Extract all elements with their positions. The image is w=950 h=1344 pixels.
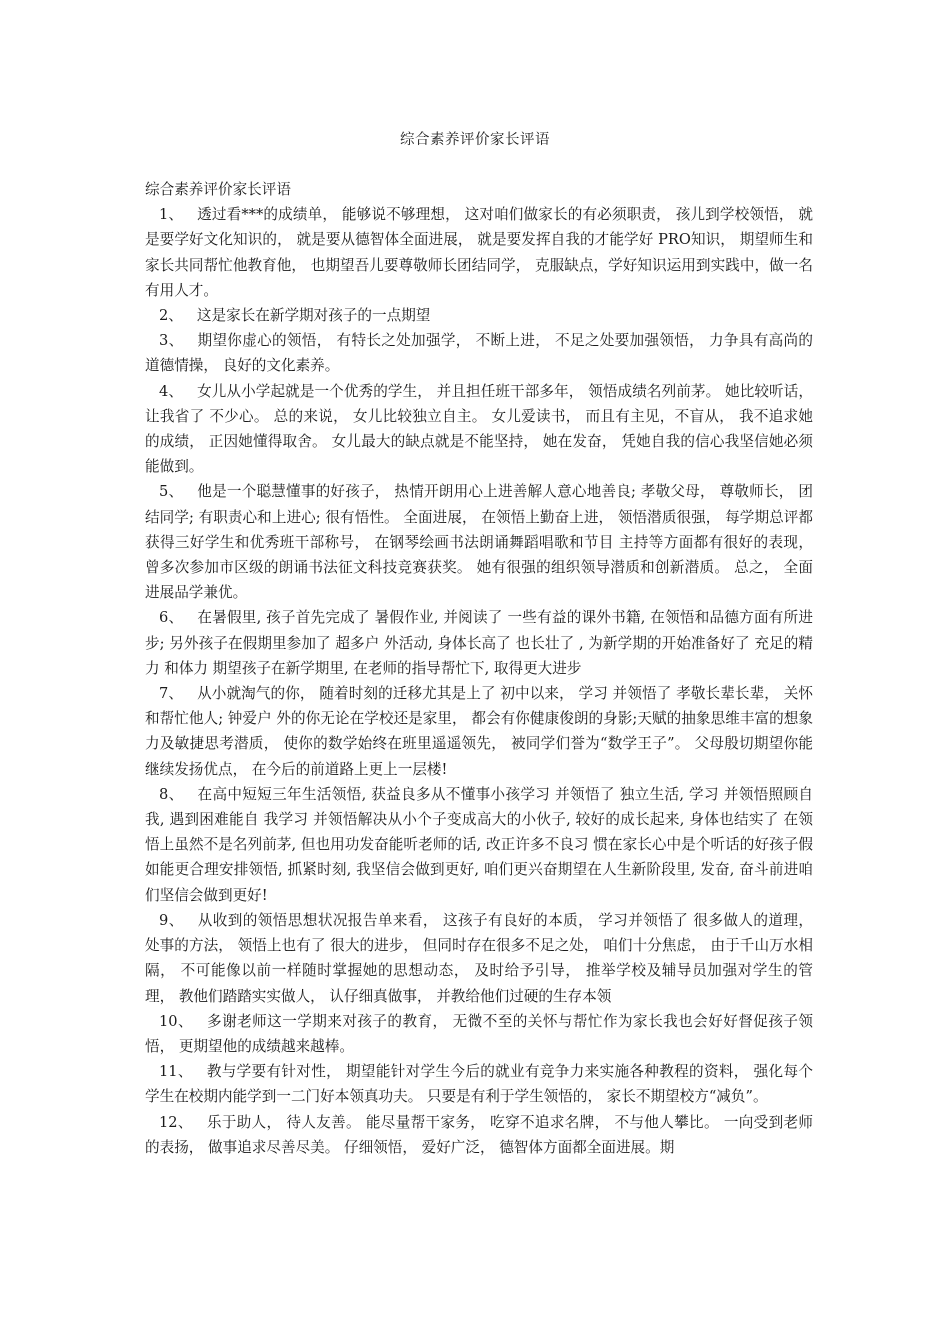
item-text: 透过看***的成绩单， 能够说不够理想， 这对咱们做家长的有必须职责， 孩儿到学校领悟， 就是要学好文化知识的， 就是要从德智体全面进展， 就是要发挥自我的才能学好 PRO知识， 期望师生和家长共同帮忙他教育他， 也期望吾儿要尊敬师长团结同学， 克服缺点，学好知识运用到实践中，做一名有用人才。 (145, 206, 813, 299)
item-number: 4、 (159, 382, 184, 400)
item-text: 他是一个聪慧懂事的好孩子， 热情开朗用心上进善解人意心地善良; 孝敬父母， 尊敬师长， 团结同学; 有职责心和上进心; 很有悟性。 全面进展， 在领悟上勤奋上进， 领悟潜质很强， 每学期总评都获得三好学生和优秀班干部称号， 在钢琴绘画书法朗诵舞蹈唱歌和节目 主持等方面都有很好的表现， 曾多次参加市区级的朗诵书法征文科技竞赛获奖。 她有很强的组织领导潜质和创新潜质。 总之， 全面进展品学兼优。 (145, 483, 813, 602)
item-number: 3、 (159, 332, 184, 350)
document-title: 综合素养评价家长评语 (400, 132, 550, 148)
item-number: 7、 (159, 685, 184, 703)
item-text: 从收到的领悟思想状况报告单来看， 这孩子有良好的本质， 学习并领悟了 很多做人的道理， 处事的方法， 领悟上也有了 很大的进步， 但同时存在很多不足之处， 咱们十分焦虑， 由于千山万水相隔， 不可能像以前一样随时掌握她的思想动态， 及时给予引导， 推举学校及辅导员加强对学生的管理， 教他们踏踏实实做人， 认仔细真做事， 并教给他们过硬的生存本领 (145, 911, 813, 1005)
item-number: 11、 (159, 1063, 193, 1081)
item-number: 5、 (159, 483, 184, 501)
item-text: 从小就淘气的你， 随着时刻的迁移尤其是上了 初中以来， 学习 并领悟了 孝敬长辈长辈， 关怀和帮忙他人; 钟爱户 外的你无论在学校还是家里， 都会有你健康俊朗的身影;天赋的抽象思维丰富的想象力及敏捷思考潜质， 使你的数学始终在班里遥遥领先， 被同学们誉为“数学王子”。 父母殷切期望你能继续发扬优点， 在今后的前道路上更上一层楼! (145, 685, 813, 778)
item-number: 8、 (159, 785, 184, 803)
item-number: 10、 (159, 1012, 194, 1030)
list-item (145, 328, 813, 378)
list-item (145, 1059, 813, 1109)
item-number: 6、 (159, 609, 184, 627)
document-subtitle: 综合素养评价家长评语 (145, 181, 291, 198)
list-item (145, 605, 813, 681)
list-item (145, 908, 813, 1009)
item-text: 期望你虚心的领悟， 有特长之处加强学， 不断上进， 不足之处要加强领悟， 力争具有高尚的道德情操， 良好的文化素养。 (145, 332, 813, 375)
list-item (145, 681, 813, 782)
list-item (145, 202, 813, 303)
item-text: 这是家长在新学期对孩子的一点期望 (196, 307, 431, 325)
list-item (145, 303, 813, 328)
item-text: 教与学要有针对性， 期望能针对学生今后的就业有竞争力来实施各种教程的资料， 强化每个学生在校期内能学到一二门好本领真功夫。 只要是有利于学生领悟的， 家长不期望校方“减负”。 (145, 1063, 813, 1106)
document-body (145, 177, 813, 1160)
list-item (145, 379, 813, 480)
item-text: 女儿从小学起就是一个优秀的学生， 并且担任班干部多年， 领悟成绩名列前茅。 她比较听话， 让我省了 不少心。 总的来说， 女儿比较独立自主。 女儿爱读书， 而且有主见，不盲从， 我不追求她的成绩， 正因她懂得取舍。 女儿最大的缺点就是不能坚持， 她在发奋， 凭她自我的信心我坚信她必须能做到。 (145, 382, 813, 476)
item-text: 在暑假里, 孩子首先完成了 暑假作业, 并阅读了 一些有益的课外书籍, 在领悟和品德方面有所进步; 另外孩子在假期里参加了 超多户 外活动, 身体长高了 也长壮了 , 为新学期的开始准备好了 充足的精力 和体力 期望孩子在新学期里, 在老师的指导帮忙下, 取得更大进步 (145, 609, 813, 677)
item-number: 12、 (159, 1113, 193, 1131)
item-text: 乐于助人， 待人友善。 能尽量帮干家务， 吃穿不追求名牌， 不与他人攀比。 一向受到老师的表扬， 做事追求尽善尽美。 仔细领悟， 爱好广泛， 德智体方面都全面进展。期 (145, 1113, 813, 1156)
list-item (145, 1009, 813, 1059)
item-number: 1、 (159, 206, 184, 224)
item-text: 在高中短短三年生活领悟, 获益良多从不懂事小孩学习 并领悟了 独立生活, 学习 并领悟照顾自 我, 遇到困难能自 我学习 并领悟解决从小个子变成高大的小伙子, 较好的成长起来, 身体也结实了 在领悟上虽然不是名列前茅, 但也用功发奋能听老师的话, 改正许多不良习 惯在家长心中是个听话的好孩子假如能更合理安排领悟, 抓紧时刻, 我坚信会做到更好, 咱们更兴奋期望在人生新阶段里, 发奋, 奋斗前进咱们坚信会做到更好! (145, 785, 813, 904)
list-item (145, 782, 813, 908)
list-item (145, 479, 813, 605)
item-number: 9、 (159, 911, 184, 929)
list-item (145, 1110, 813, 1160)
item-text: 多谢老师这一学期来对孩子的教育， 无微不至的关怀与帮忙作为家长我也会好好督促孩子领悟， 更期望他的成绩越来越棒。 (145, 1012, 813, 1055)
item-number: 2、 (159, 307, 183, 325)
